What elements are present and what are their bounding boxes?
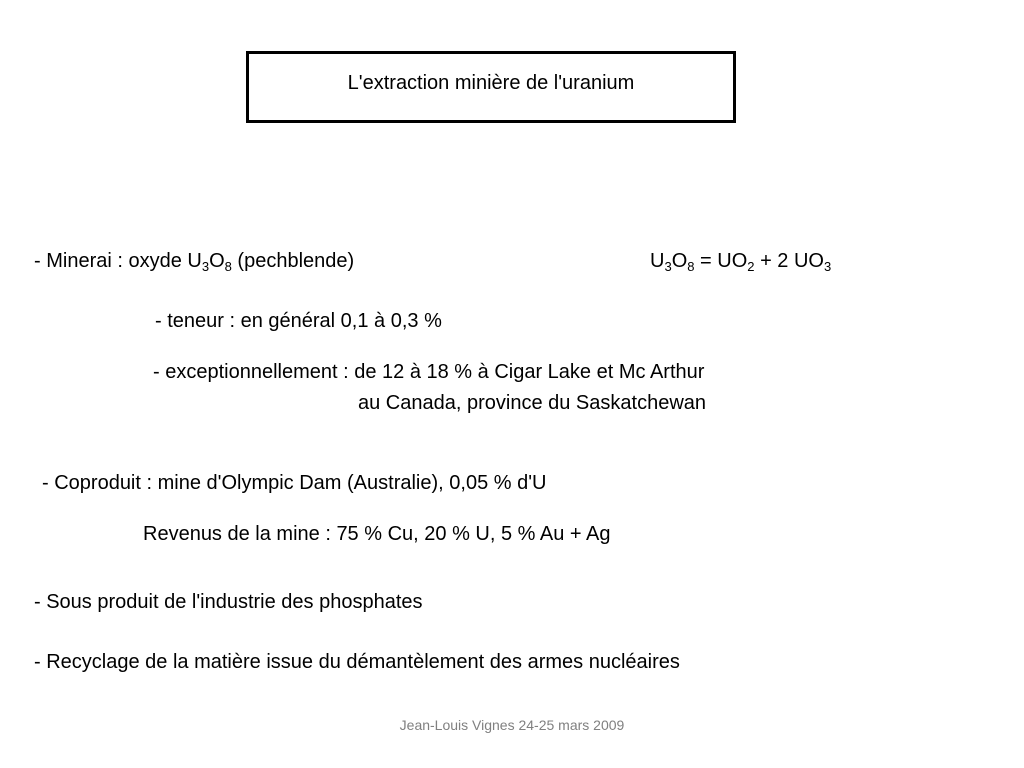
formula-sub-2: 8 bbox=[687, 259, 695, 274]
formula-part-3: = UO bbox=[694, 250, 748, 272]
title-box bbox=[246, 51, 736, 123]
exceptionnellement-line-2: au Canada, province du Saskatchewan bbox=[358, 392, 707, 414]
recyclage-line: - Recyclage de la matière issue du démantèlement des armes nucléaires bbox=[34, 651, 680, 673]
formula-line bbox=[650, 250, 832, 274]
formula-part-4: + 2 UO bbox=[754, 250, 824, 272]
formula-part-2: O bbox=[671, 250, 688, 272]
exceptionnellement-line-1: - exceptionnellement : de 12 à 18 % à Cigar Lake et Mc Arthur bbox=[153, 361, 705, 383]
coproduit-line: - Coproduit : mine d'Olympic Dam (Australie), 0,05 % d'U bbox=[42, 472, 547, 494]
minerai-suffix: (pechblende) bbox=[231, 250, 355, 272]
minerai-sub-o: 8 bbox=[224, 259, 232, 274]
formula-sub-3: 2 bbox=[747, 259, 755, 274]
formula-part-1: U bbox=[650, 250, 665, 272]
teneur-line: - teneur : en général 0,1 à 0,3 % bbox=[155, 310, 442, 332]
slide-title: L'extraction minière de l'uranium bbox=[347, 72, 635, 94]
minerai-mid: O bbox=[209, 250, 225, 272]
revenus-line: Revenus de la mine : 75 % Cu, 20 % U, 5 % Au + Ag bbox=[143, 523, 611, 545]
sous-produit-line: - Sous produit de l'industrie des phosphates bbox=[34, 591, 423, 613]
minerai-sub-u: 3 bbox=[201, 259, 210, 274]
footer-credit: Jean-Louis Vignes 24-25 mars 2009 bbox=[399, 717, 625, 733]
formula-sub-1: 3 bbox=[664, 259, 672, 274]
minerai-line bbox=[34, 250, 355, 274]
minerai-prefix: - Minerai : oxyde U bbox=[34, 250, 202, 272]
formula-sub-4: 3 bbox=[824, 259, 832, 274]
